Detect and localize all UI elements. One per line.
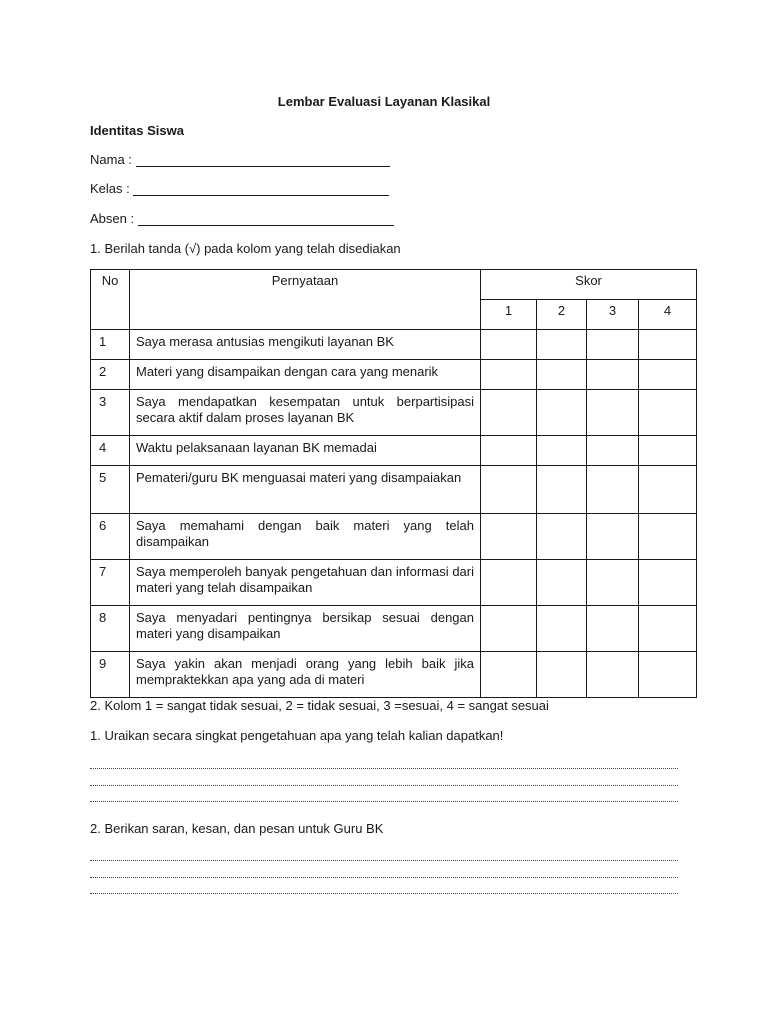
score-cell[interactable] — [587, 652, 639, 698]
score-cell[interactable] — [639, 390, 697, 436]
class-label: Kelas : — [90, 181, 130, 196]
score-cell[interactable] — [481, 436, 537, 466]
row-number: 7 — [91, 560, 130, 606]
answer-line-6[interactable] — [90, 893, 678, 894]
score-cell[interactable] — [537, 360, 587, 390]
answer-line-3[interactable] — [90, 801, 678, 802]
class-line[interactable] — [133, 183, 389, 196]
score-table — [90, 269, 697, 698]
name-line[interactable] — [136, 154, 390, 167]
score-cell[interactable] — [537, 436, 587, 466]
score-cell[interactable] — [587, 606, 639, 652]
instruction-1: 1. Berilah tanda (√) pada kolom yang telah disediakan — [90, 241, 401, 256]
score-cell[interactable] — [481, 360, 537, 390]
score-cell[interactable] — [587, 514, 639, 560]
row-statement: Saya memahami dengan baik materi yang telah disampaikan — [130, 514, 481, 560]
row-statement: Saya menyadari pentingnya bersikap sesuai dengan materi yang disampaikan — [130, 606, 481, 652]
score-cell[interactable] — [481, 466, 537, 514]
absen-label: Absen : — [90, 211, 135, 226]
row-number: 8 — [91, 606, 130, 652]
score-cell[interactable] — [537, 652, 587, 698]
score-level-4: 4 — [639, 300, 697, 330]
answer-line-2[interactable] — [90, 785, 678, 786]
table-row — [91, 652, 697, 698]
row-statement: Saya memperoleh banyak pengetahuan dan informasi dari materi yang telah disampaikan — [130, 560, 481, 606]
row-statement: Pemateri/guru BK menguasai materi yang disampaiakan — [130, 466, 481, 514]
col-statement-header: Pernyataan — [130, 270, 481, 330]
absen-line[interactable] — [138, 213, 394, 226]
question-2: 2. Berikan saran, kesan, dan pesan untuk Guru BK — [90, 821, 384, 836]
score-cell[interactable] — [481, 390, 537, 436]
score-cell[interactable] — [587, 360, 639, 390]
class-field[interactable] — [90, 181, 389, 196]
score-cell[interactable] — [481, 514, 537, 560]
score-cell[interactable] — [537, 390, 587, 436]
table-row — [91, 514, 697, 560]
row-number: 6 — [91, 514, 130, 560]
name-label: Nama : — [90, 152, 132, 167]
score-legend: 2. Kolom 1 = sangat tidak sesuai, 2 = tidak sesuai, 3 =sesuai, 4 = sangat sesuai — [90, 698, 549, 713]
table-row — [91, 560, 697, 606]
row-statement: Waktu pelaksanaan layanan BK memadai — [130, 436, 481, 466]
name-field[interactable] — [90, 152, 390, 167]
score-cell[interactable] — [639, 330, 697, 360]
score-level-2: 2 — [537, 300, 587, 330]
score-cell[interactable] — [587, 436, 639, 466]
answer-line-4[interactable] — [90, 860, 678, 861]
score-cell[interactable] — [587, 560, 639, 606]
row-number: 9 — [91, 652, 130, 698]
row-statement: Saya yakin akan menjadi orang yang lebih baik jika mempraktekkan apa yang ada di materi — [130, 652, 481, 698]
row-statement: Saya mendapatkan kesempatan untuk berpartisipasi secara aktif dalam proses layanan BK — [130, 390, 481, 436]
score-cell[interactable] — [639, 514, 697, 560]
score-cell[interactable] — [587, 330, 639, 360]
score-level-1: 1 — [481, 300, 537, 330]
score-cell[interactable] — [537, 330, 587, 360]
table-row — [91, 360, 697, 390]
score-cell[interactable] — [639, 436, 697, 466]
row-number: 5 — [91, 466, 130, 514]
table-row — [91, 606, 697, 652]
score-cell[interactable] — [639, 606, 697, 652]
score-cell[interactable] — [537, 514, 587, 560]
row-number: 4 — [91, 436, 130, 466]
score-cell[interactable] — [639, 652, 697, 698]
score-cell[interactable] — [639, 560, 697, 606]
score-cell[interactable] — [537, 466, 587, 514]
identity-heading: Identitas Siswa — [90, 123, 184, 138]
score-cell[interactable] — [481, 560, 537, 606]
score-cell[interactable] — [587, 466, 639, 514]
row-statement: Saya merasa antusias mengikuti layanan BK — [130, 330, 481, 360]
table-row — [91, 390, 697, 436]
table-row — [91, 436, 697, 466]
row-number: 2 — [91, 360, 130, 390]
question-1: 1. Uraikan secara singkat pengetahuan apa yang telah kalian dapatkan! — [90, 728, 504, 743]
answer-line-5[interactable] — [90, 877, 678, 878]
table-row — [91, 330, 697, 360]
answer-line-1[interactable] — [90, 768, 678, 769]
score-cell[interactable] — [639, 360, 697, 390]
score-cell[interactable] — [537, 606, 587, 652]
table-row — [91, 466, 697, 514]
row-number: 1 — [91, 330, 130, 360]
score-level-3: 3 — [587, 300, 639, 330]
score-cell[interactable] — [481, 652, 537, 698]
score-cell[interactable] — [587, 390, 639, 436]
absen-field[interactable] — [90, 211, 394, 226]
row-number: 3 — [91, 390, 130, 436]
score-cell[interactable] — [639, 466, 697, 514]
score-cell[interactable] — [537, 560, 587, 606]
col-no-header: No — [91, 270, 130, 330]
row-statement: Materi yang disampaikan dengan cara yang menarik — [130, 360, 481, 390]
document-title: Lembar Evaluasi Layanan Klasikal — [277, 94, 491, 109]
col-score-header: Skor — [481, 270, 697, 300]
score-cell[interactable] — [481, 330, 537, 360]
score-cell[interactable] — [481, 606, 537, 652]
